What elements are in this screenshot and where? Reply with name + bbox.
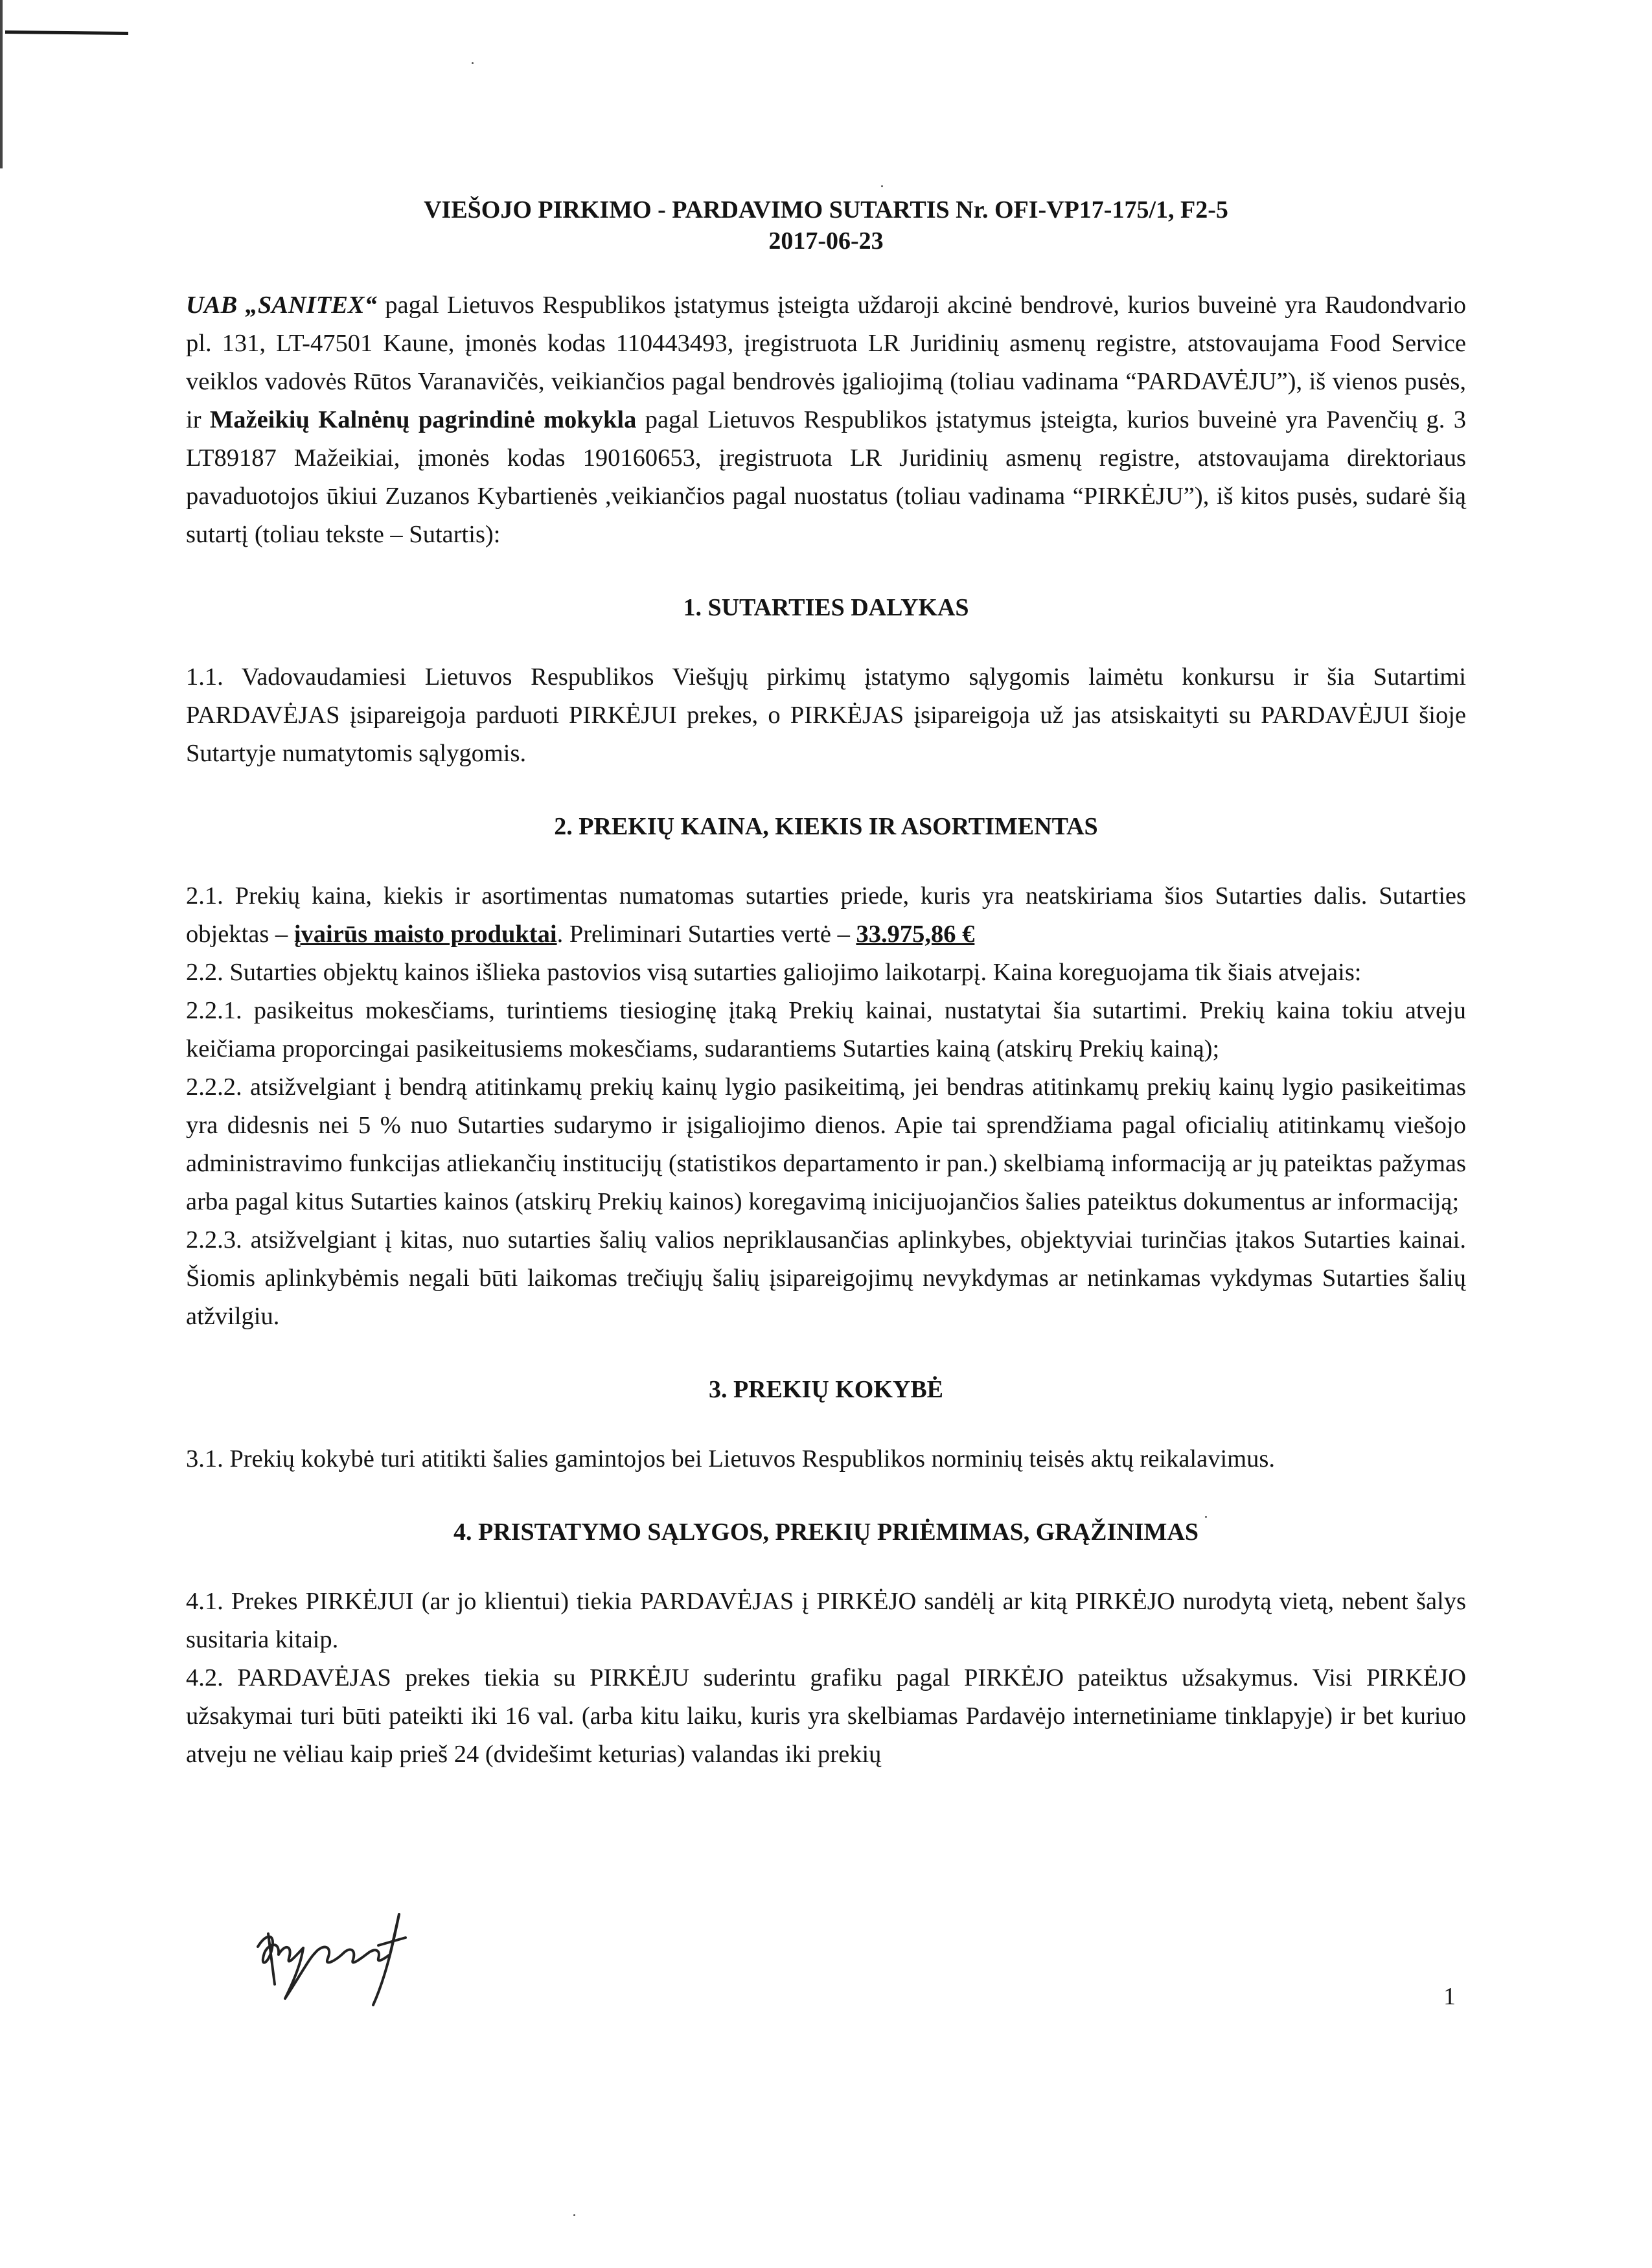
page-number: 1: [1443, 1983, 1456, 2010]
section-heading-2: 2. PREKIŲ KAINA, KIEKIS IR ASORTIMENTAS: [554, 813, 1098, 840]
document-title: VIEŠOJO PIRKIMO - PARDAVIMO SUTARTIS Nr. OFI-VP17-175/1, F2-5: [424, 196, 1228, 223]
clause-3-1: 3.1. Prekių kokybė turi atitikti šalies gamintojos bei Lietuvos Respublikos norminių teisės aktų reikalavimus.: [186, 1445, 1275, 1472]
contract-page: [186, 194, 1466, 1774]
contract-object: įvairūs maisto produktai: [293, 921, 557, 948]
scan-speck: [472, 62, 474, 64]
buyer-name: Mažeikių Kalnėnų pagrindinė mokykla: [209, 406, 637, 433]
scan-edge-mark: [5, 30, 128, 35]
clause-4-2: 4.2. PARDAVĖJAS prekes tiekia su PIRKĖJU suderintu grafiku pagal PIRKĖJO pateiktus užsakymus. Visi PIRKĖJO užsakymai turi būti pateikti iki 16 val. (arba kitu laiku, kuris yra skelbiamas Pardavėjo internetiniame tinklapyje) ir bet kuriuo atveju ne vėliau kaip prieš 24 (dvidešimt keturias) valandas iki prekių: [186, 1664, 1466, 1768]
clause-2-1: [186, 877, 1466, 954]
contract-value: 33.975,86 €: [856, 921, 975, 948]
clause-2-1-text-a: 2.1. Prekių kaina, kiekis ir asortimentas numatomas sutarties priede, kuris yra neatskiriama šios Sutarties dalis. Sutarties objektas –: [186, 882, 1466, 948]
clause-2-2-2: 2.2.2. atsižvelgiant į bendrą atitinkamų prekių kainų lygio pasikeitimą, jei bendras atitinkamų prekių kainų lygio pasikeitimas yra didesnis nei 5 % nuo Sutarties sudarymo ir įsigaliojimo dienos. Apie tai sprendžiama pagal oficialių atitinkamų viešojo administravimo funkcijas atliekančių institucijų (statistikos departamento ir pan.) skelbiamą informaciją ar jų pateiktas pažymas arba pagal kitus Sutarties kainos (atskirų Prekių kainos) koregavimą inicijuojančios šalies pateiktus dokumentus ar informaciją;: [186, 1073, 1466, 1215]
scan-left-edge: [0, 0, 3, 168]
clause-2-2: 2.2. Sutarties objektų kainos išlieka pastovios visą sutarties galiojimo laikotarpį. Kaina koreguojama tik šiais atvejais:: [186, 959, 1362, 986]
clause-2-2-3: 2.2.3. atsižvelgiant į kitas, nuo sutarties šalių valios nepriklausančias aplinkybes, objektyviai turinčias įtakos Sutarties kainai. Šiomis aplinkybėmis negali būti laikomas trečiųjų šalių įsipareigojimų nevykdymas ar netinkamas vykdymas Sutarties šalių atžvilgiu.: [186, 1226, 1466, 1330]
intro-text-1: pagal Lietuvos Respublikos įstatymus įsteigta uždaroji akcinė bendrovė, kurios buveinė yra Raudondvario pl. 131, LT-47501 Kaune, įmonės kodas 110443493, įregistruota LR Juridinių asmenų registre, atstovaujama Food Service veiklos vadovės Rūtos Varanavičės, veikiančios pagal bendrovės įgaliojimą (toliau vadinama “PARDAVĖJU”), iš vienos pusės, ir: [186, 292, 1466, 433]
clause-4-1: 4.1. Prekes PIRKĖJUI (ar jo klientui) tiekia PARDAVĖJAS į PIRKĖJO sandėlį ar kitą PIRKĖJO nurodytą vietą, nebent šalys susitaria kitaip.: [186, 1588, 1466, 1653]
clause-1-1: 1.1. Vadovaudamiesi Lietuvos Respublikos Viešųjų pirkimų įstatymo sąlygomis laimėtu konkursu ir šia Sutartimi PARDAVĖJAS įsipareigoja parduoti PIRKĖJUI prekes, o PIRKĖJAS įsipareigoja už jas atsiskaityti su PARDAVĖJUI šioje Sutartyje numatytomis sąlygomis.: [186, 663, 1466, 767]
document-date: 2017-06-23: [768, 227, 884, 255]
intro-paragraph: [186, 286, 1466, 554]
scan-speck: [573, 2214, 575, 2216]
handwritten-signature: [246, 1908, 415, 2018]
clause-2-2-1: 2.2.1. pasikeitus mokesčiams, turintiems tiesioginę įtaką Prekių kainai, nustatytai šia sutartimi. Prekių kaina tokiu atveju keičiama proporcingai pasikeitusiems mokesčiams, sudarantiems Sutarties kainą (atskirų Prekių kainą);: [186, 997, 1466, 1062]
section-heading-4: 4. PRISTATYMO SĄLYGOS, PREKIŲ PRIĖMIMAS, GRĄŽINIMAS: [453, 1518, 1199, 1546]
section-heading-1: 1. SUTARTIES DALYKAS: [683, 594, 969, 621]
clause-2-1-text-b: . Preliminari Sutarties vertė –: [556, 921, 856, 948]
scan-speck: [881, 185, 883, 187]
seller-name: UAB „SANITEX“: [186, 292, 377, 319]
intro-text-2: pagal Lietuvos Respublikos įstatymus įsteigta, kurios buveinė yra Pavenčių g. 3 LT89187 Mažeikiai, įmonės kodas 190160653, įregistruota LR Juridinių asmenų registre, atstovaujama direktoriaus pavaduotojos ūkiui Zuzanos Kybartienės ,veikiančios pagal nuostatus (toliau vadinama “PIRKĖJU”), iš kitos pusės, sudarė šią sutartį (toliau tekste – Sutartis):: [186, 406, 1466, 548]
section-heading-3: 3. PREKIŲ KOKYBĖ: [708, 1376, 944, 1403]
